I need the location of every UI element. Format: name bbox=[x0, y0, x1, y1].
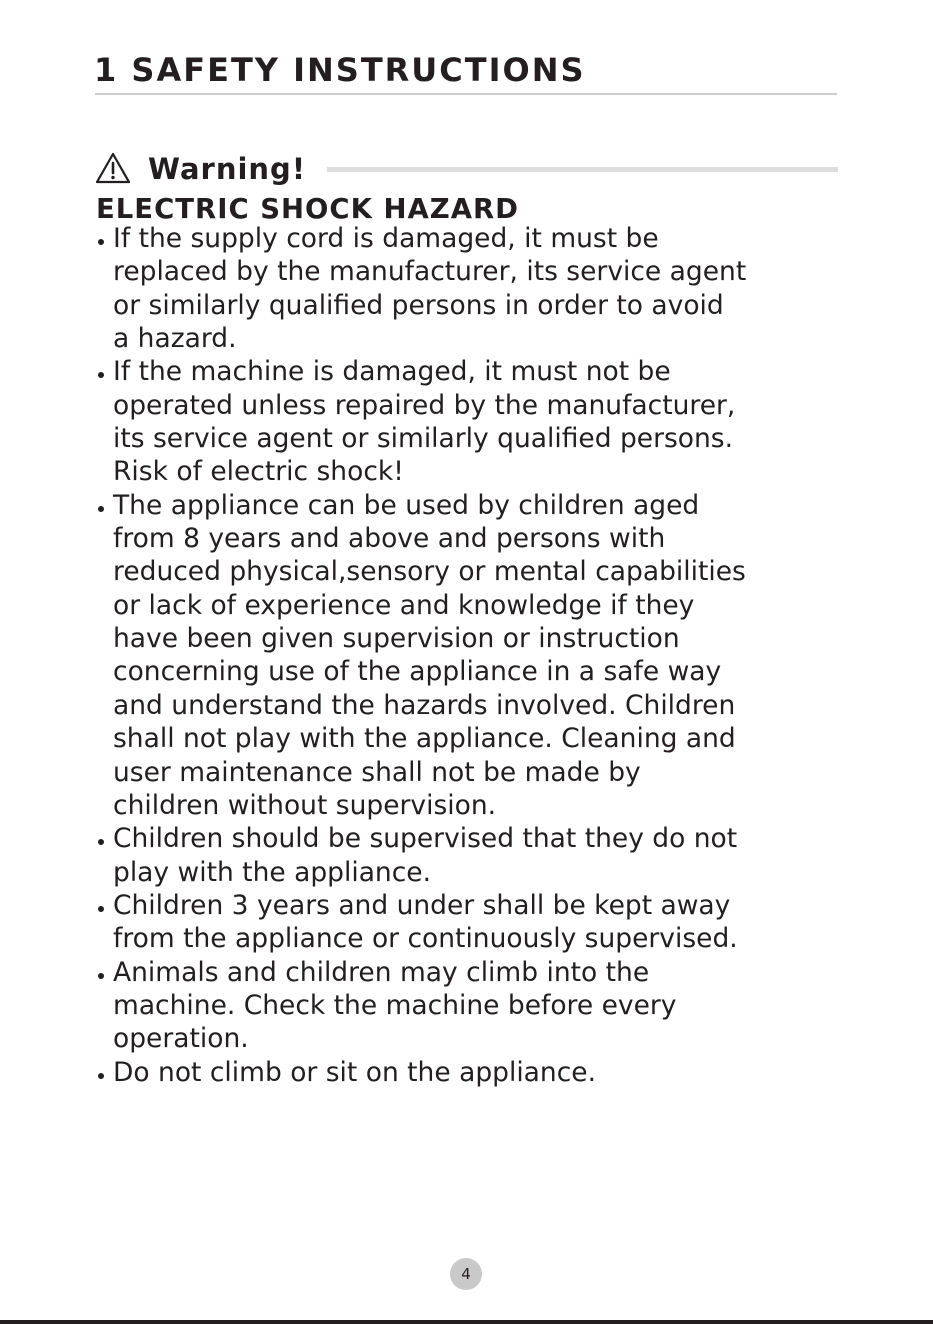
list-item: If the supply cord is damaged, it must be replaced by the manufacturer, its service agent or similarly qualified persons in order to avoid a hazard. bbox=[96, 222, 846, 355]
warning-header bbox=[95, 150, 840, 190]
warning-label: Warning! bbox=[148, 152, 307, 186]
list-item: Animals and children may climb into the machine. Check the machine before every operation. bbox=[96, 956, 846, 1056]
warning-triangle-icon bbox=[95, 152, 131, 184]
section-title: 1 SAFETY INSTRUCTIONS bbox=[94, 51, 586, 89]
list-item: If the machine is damaged, it must not be operated unless repaired by the manufacturer, its service agent or similarly qualified persons. Risk of electric shock! bbox=[96, 355, 846, 488]
list-item: The appliance can be used by children aged from 8 years and above and persons with reduced physical,sensory or mental capabilities or lack of experience and knowledge if they have been given supervision or instruction concerning use of the appliance in a safe way and understand the hazards involved. Children shall not play with the appliance. Cleaning and user maintenance shall not be made by children without supervision. bbox=[96, 489, 846, 822]
list-item: Do not climb or sit on the appliance. bbox=[96, 1056, 846, 1089]
list-item: Children should be supervised that they do not play with the appliance. bbox=[96, 822, 846, 889]
warning-divider bbox=[327, 167, 838, 172]
page-number-badge: 4 bbox=[450, 1258, 482, 1290]
hazard-heading: ELECTRIC SHOCK HAZARD bbox=[96, 193, 519, 225]
title-divider bbox=[95, 93, 837, 95]
list-item: Children 3 years and under shall be kept away from the appliance or continuously supervised. bbox=[96, 889, 846, 956]
safety-instruction-list bbox=[96, 222, 846, 1089]
page-bottom-edge bbox=[0, 1320, 933, 1324]
